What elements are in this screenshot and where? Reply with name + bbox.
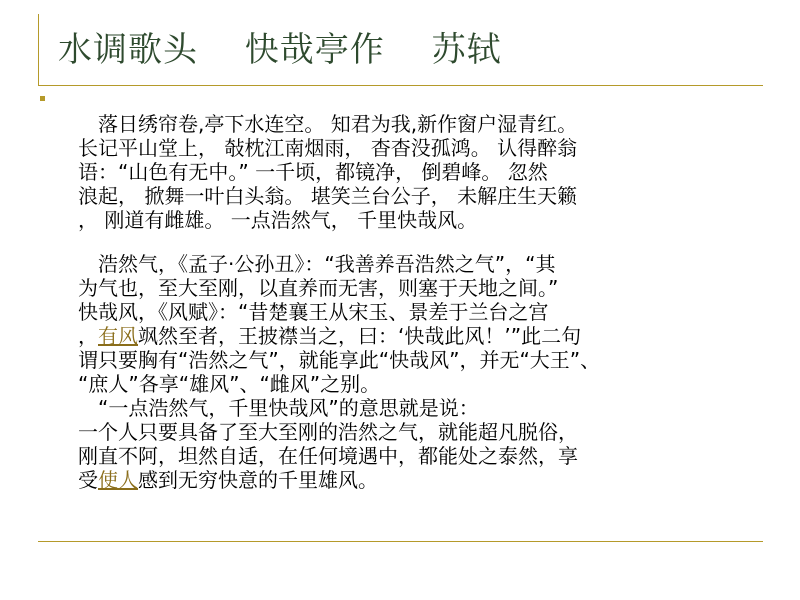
poem-line: 落日绣帘卷,亭下水连空。 知君为我,新作窗户湿青红。 [78,112,578,136]
poem-line: ， 刚道有雌雄。 一点浩然气， 千里快哉风。 [78,208,478,232]
page-title: 水调歌头 快哉亭作 苏轼 [58,30,502,70]
note-text: 受 [78,468,98,492]
paragraph-gap [78,232,768,252]
poem-line: 语：“山色有无中。” 一千顷，都镜净， 倒碧峰。 忽然 [78,160,548,184]
note-line [78,324,768,348]
frame-vertical-line [38,14,39,86]
note-line: 一个人只要具备了至大至刚的浩然之气，就能超凡脱俗， [78,420,578,444]
note-line: “一点浩然气，千里快哉风”的意思就是说： [78,396,479,420]
note-line: 谓只要胸有“浩然之气”，就能享此“快哉风”，并无“大王”、 [78,348,601,372]
note-line: “庶人”各享“雄风”、“雌风”之别。 [78,372,381,396]
note-line: 浩然气，《孟子·公孙丑》：“我善养吾浩然之气”，“其 [78,252,556,276]
bullet-icon [40,96,45,101]
poem-line: 浪起， 掀舞一叶白头翁。 堪笑兰台公子， 未解庄生天籁 [78,184,578,208]
footer-line [38,541,763,542]
note-line: 快哉风，《风赋》：“昔楚襄王从宋玉、景差于兰台之宫 [78,300,549,324]
poem-line: 长记平山堂上， 敧枕江南烟雨， 杳杳没孤鸿。 认得醉翁 [78,136,578,160]
note-text: 感到无穷快意的千里雄风。 [138,468,378,492]
title-underline [38,85,763,86]
note-line: 为气也，至大至刚，以直养而无害，则塞于天地之间。” [78,276,559,300]
you-feng-link[interactable]: 有风 [98,324,138,348]
content-body [78,112,768,492]
note-line [78,468,768,492]
shi-ren-link[interactable]: 使人 [98,468,138,492]
note-text: ， [78,324,98,348]
note-line: 刚直不阿，坦然自适，在任何境遇中，都能处之泰然，享 [78,444,578,468]
note-text: 飒然至者，王披襟当之，曰：‘快哉此风！’”此二句 [138,324,582,348]
